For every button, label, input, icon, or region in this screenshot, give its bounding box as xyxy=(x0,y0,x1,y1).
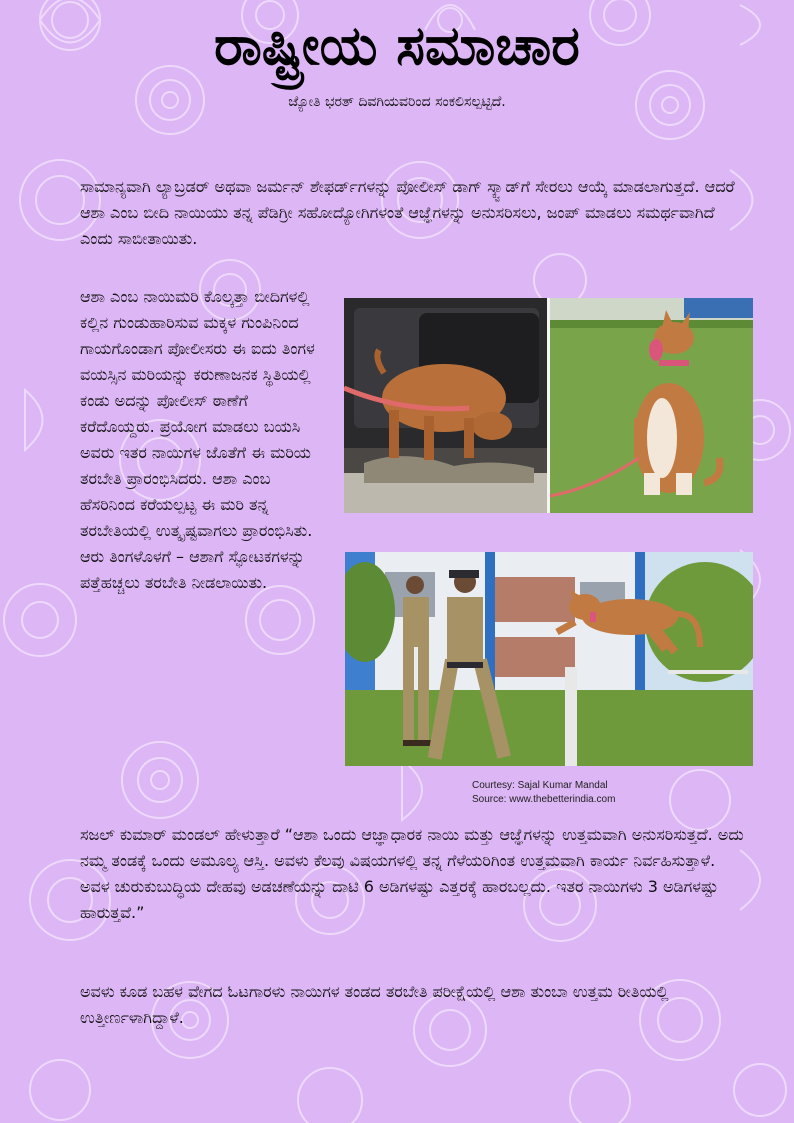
dog-collage-illustration xyxy=(344,298,753,513)
compiled-by-line: ಜ್ಯೋತಿ ಭರತ್ ದಿವಗಿಯವರಿಂದ ಸಂಕಲಿಸಲ್ಪಟ್ಟಿದೆ. xyxy=(288,94,506,110)
intro-paragraph: ಸಾಮಾನ್ಯವಾಗಿ ಲ್ಯಾಬ್ರಡರ್ ಅಥವಾ ಜರ್ಮನ್ ಶೇಫರ್ಡ್‌ಗಳನ್ನು ಪೋಲೀಸ್ ಡಾಗ್ ಸ್ಕ್ವಾಡ್‌ಗೆ ಸೇರಲು ಆಯ್ಕೆ ಮಾಡಲಾಗುತ್ತದೆ. ಆದರೆ ಆಶಾ ಎಂಬ ಬೀದಿ ನಾಯಿಯು ತನ್ನ ಪೆಡಿಗ್ರೀ ಸಹೋದ್ಯೋಗಿಗಳಂತೆ ಆಜ್ಞೆಗಳನ್ನು ಅನುಸರಿಸಲು, ಜಂಪ್ ಮಾಡಲು ಸಮರ್ಥವಾಗಿದೆ ಎಂದು ಸಾಬೀತಾಯಿತು. xyxy=(80,177,735,248)
dog-photo-collage xyxy=(344,298,753,513)
photo-source: Source: www.thebetterindia.com xyxy=(472,794,616,805)
dog-jump-photo xyxy=(345,552,753,766)
page-title: ರಾಷ್ಟ್ರೀಯ ಸಮಾಚಾರ xyxy=(214,14,580,77)
closing-paragraph: ಅವಳು ಕೂಡ ಬಹಳ ವೇಗದ ಓಟಗಾರಳು ನಾಯಿಗಳ ತಂಡದ ತರಬೇತಿ ಪರೀಕ್ಷೆಯಲ್ಲಿ ಆಶಾ ತುಂಬಾ ಉತ್ತಮ ರೀತಿಯಲ್ಲಿ ಉತ್ತೀರ್ಣಳಾಗಿದ್ದಾಳೆ. xyxy=(80,982,669,1027)
story-paragraph: ಆಶಾ ಎಂಬ ನಾಯಿಮರಿ ಕೊಲ್ಕತ್ತಾ ಬೀದಿಗಳಲ್ಲಿ ಕಲ್ಲಿನ ಗುಂಡುಹಾರಿಸುವ ಮಕ್ಕಳ ಗುಂಪಿನಿಂದ ಗಾಯಗೊಂಡಾಗ ಪೋಲೀಸರು ಈ ಐದು ತಿಂಗಳ ವಯಸ್ಸಿನ ಮರಿಯನ್ನು ಕರುಣಾಜನಕ ಸ್ಥಿತಿಯಲ್ಲಿ ಕಂಡು ಅದನ್ನು ಪೋಲೀಸ್ ಠಾಣೆಗೆ ಕರೆದೊಯ್ದರು. ಪ್ರಯೋಗ ಮಾಡಲು ಬಯಸಿ ಅವರು ಇತರ ನಾಯಿಗಳ ಜೊತೆಗೆ ಈ ಮರಿಯ ತರಬೇತಿ ಪ್ರಾರಂಭಿಸಿದರು. ಆಶಾ ಎಂಬ ಹೆಸರಿನಿಂದ ಕರೆಯಲ್ಪಟ್ಟ ಈ ಮರಿ ತನ್ನ ತರಬೇತಿಯಲ್ಲಿ ಉತ್ಕೃಷ್ಟವಾಗಲು ಪ್ರಾರಂಭಿಸಿತು. ಆರು ತಿಂಗಳೊಳಗೆ – ಆಶಾಗೆ ಸ್ಫೋಟಕಗಳನ್ನು ಪತ್ತೆಹಚ್ಚಲು ತರಬೇತಿ ನೀಡಲಾಯಿತು. xyxy=(80,287,315,592)
dog-jump-illustration xyxy=(345,552,753,766)
photo-courtesy: Courtesy: Sajal Kumar Mandal xyxy=(472,780,608,791)
quote-paragraph: ಸಜಲ್ ಕುಮಾರ್ ಮಂಡಲ್ ಹೇಳುತ್ತಾರೆ “ಆಶಾ ಒಂದು ಆಜ್ಞಾಧಾರಕ ನಾಯಿ ಮತ್ತು ಆಜ್ಞೆಗಳನ್ನು ಉತ್ತಮವಾಗಿ ಅನುಸರಿಸುತ್ತದೆ. ಅದು ನಮ್ಮ ತಂಡಕ್ಕೆ ಒಂದು ಅಮೂಲ್ಯ ಆಸ್ತಿ. ಅವಳು ಕೆಲವು ವಿಷಯಗಳಲ್ಲಿ ತನ್ನ ಗೆಳೆಯರಿಗಿಂತ ಉತ್ತಮವಾಗಿ ಕಾರ್ಯ ನಿರ್ವಹಿಸುತ್ತಾಳೆ. ಅವಳ ಚುರುಕುಬುದ್ಧಿಯ ದೇಹವು ಅಡಚಣೆಯನ್ನು ದಾಟಿ 6 ಅಡಿಗಳಷ್ಟು ಎತ್ತರಕ್ಕೆ ಹಾರಬಲ್ಲದು. ಇತರ ನಾಯಿಗಳು 3 ಅಡಿಗಳಷ್ಟು ಹಾರುತ್ತವೆ.” xyxy=(80,825,744,922)
